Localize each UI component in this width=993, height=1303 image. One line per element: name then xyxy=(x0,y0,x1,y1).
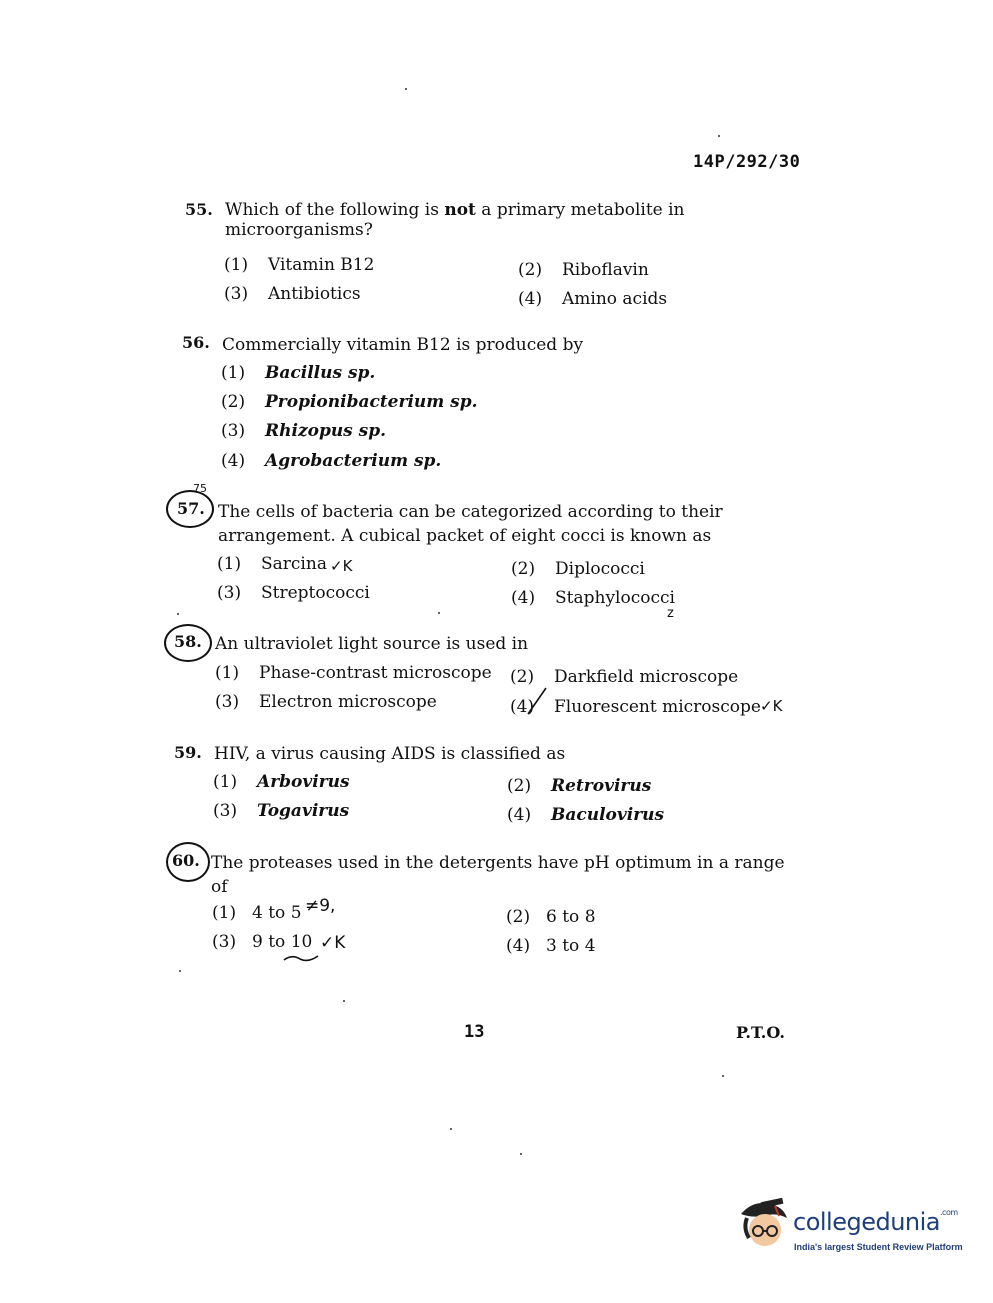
option: (2) Darkfield microscope xyxy=(510,667,739,687)
collegedunia-logo xyxy=(735,1196,965,1262)
question-number: 55. xyxy=(185,200,213,219)
pto-label: P.T.O. xyxy=(736,1023,785,1042)
option: (2) Riboflavin xyxy=(518,260,649,280)
option: (3) 9 to 10 xyxy=(212,932,313,952)
option: (3) Togavirus xyxy=(213,801,350,821)
option: (4) 3 to 4 xyxy=(506,936,596,956)
option: (4) Baculovirus xyxy=(507,805,665,825)
question-number: 58. xyxy=(174,632,202,651)
handwritten-slash xyxy=(526,684,550,718)
question-text: The cells of bacteria can be categorized according to their arrangement. A cubical packet of eight cocci is known as xyxy=(218,502,723,546)
question-text: The proteases used in the detergents have pH optimum in a range of xyxy=(211,853,785,897)
option: (4) Fluorescent microscope xyxy=(510,697,761,717)
speck xyxy=(718,135,720,137)
speck xyxy=(722,1075,724,1077)
handwritten-mark: ≠9, xyxy=(305,896,336,916)
option: (2) Propionibacterium sp. xyxy=(221,392,478,412)
option: (3) Rhizopus sp. xyxy=(221,421,387,441)
page-number: 13 xyxy=(464,1022,485,1042)
speck xyxy=(438,612,440,614)
question-number: 56. xyxy=(182,333,210,352)
option: (3) Electron microscope xyxy=(215,692,437,712)
option: (2) 6 to 8 xyxy=(506,907,596,927)
option: (1) Vitamin B12 xyxy=(224,255,375,275)
speck xyxy=(405,88,407,90)
speck xyxy=(343,1000,345,1002)
option: (1) Phase-contrast microscope xyxy=(215,663,492,683)
question-text: Which of the following is not a primary metabolite in microorganisms? xyxy=(225,200,685,240)
option: (1) Arbovirus xyxy=(213,772,350,792)
paper-code: 14P/292/30 xyxy=(693,152,801,172)
speck xyxy=(450,1128,452,1130)
option: (3) Antibiotics xyxy=(224,284,361,304)
speck xyxy=(177,613,179,615)
question-text: Commercially vitamin B12 is produced by xyxy=(222,335,584,355)
option: (1) Sarcina xyxy=(217,554,327,574)
question-number: 60. xyxy=(172,851,200,870)
speck xyxy=(179,970,181,972)
option: (2) Retrovirus xyxy=(507,776,652,796)
question-text: An ultraviolet light source is used in xyxy=(215,634,529,654)
question-number: 59. xyxy=(174,743,202,762)
handwritten-underline xyxy=(282,950,322,964)
handwritten-tick: ✓K xyxy=(760,697,783,715)
mascot-icon xyxy=(735,1198,793,1258)
option: (1) Bacillus sp. xyxy=(221,363,376,383)
handwritten-tick: ✓K xyxy=(330,557,353,575)
handwritten-mark: z xyxy=(667,606,674,621)
option: (4) Staphylococci xyxy=(511,588,675,608)
speck xyxy=(520,1153,522,1155)
option: (4) Agrobacterium sp. xyxy=(221,451,442,471)
option: (4) Amino acids xyxy=(518,289,668,309)
option: (2) Diplococci xyxy=(511,559,645,579)
option: (1) 4 to 5 xyxy=(212,903,302,923)
logo-tagline: India's largest Student Review Platform xyxy=(794,1242,963,1252)
logo-wordmark: collegedunia$^{.com}$ xyxy=(793,1208,958,1236)
question-text: HIV, a virus causing AIDS is classified as xyxy=(214,744,566,764)
handwritten-mark: 75 xyxy=(193,482,207,495)
question-number: 57. xyxy=(177,499,205,518)
handwritten-tick: ✓K xyxy=(320,933,346,953)
option: (3) Streptococci xyxy=(217,583,370,603)
